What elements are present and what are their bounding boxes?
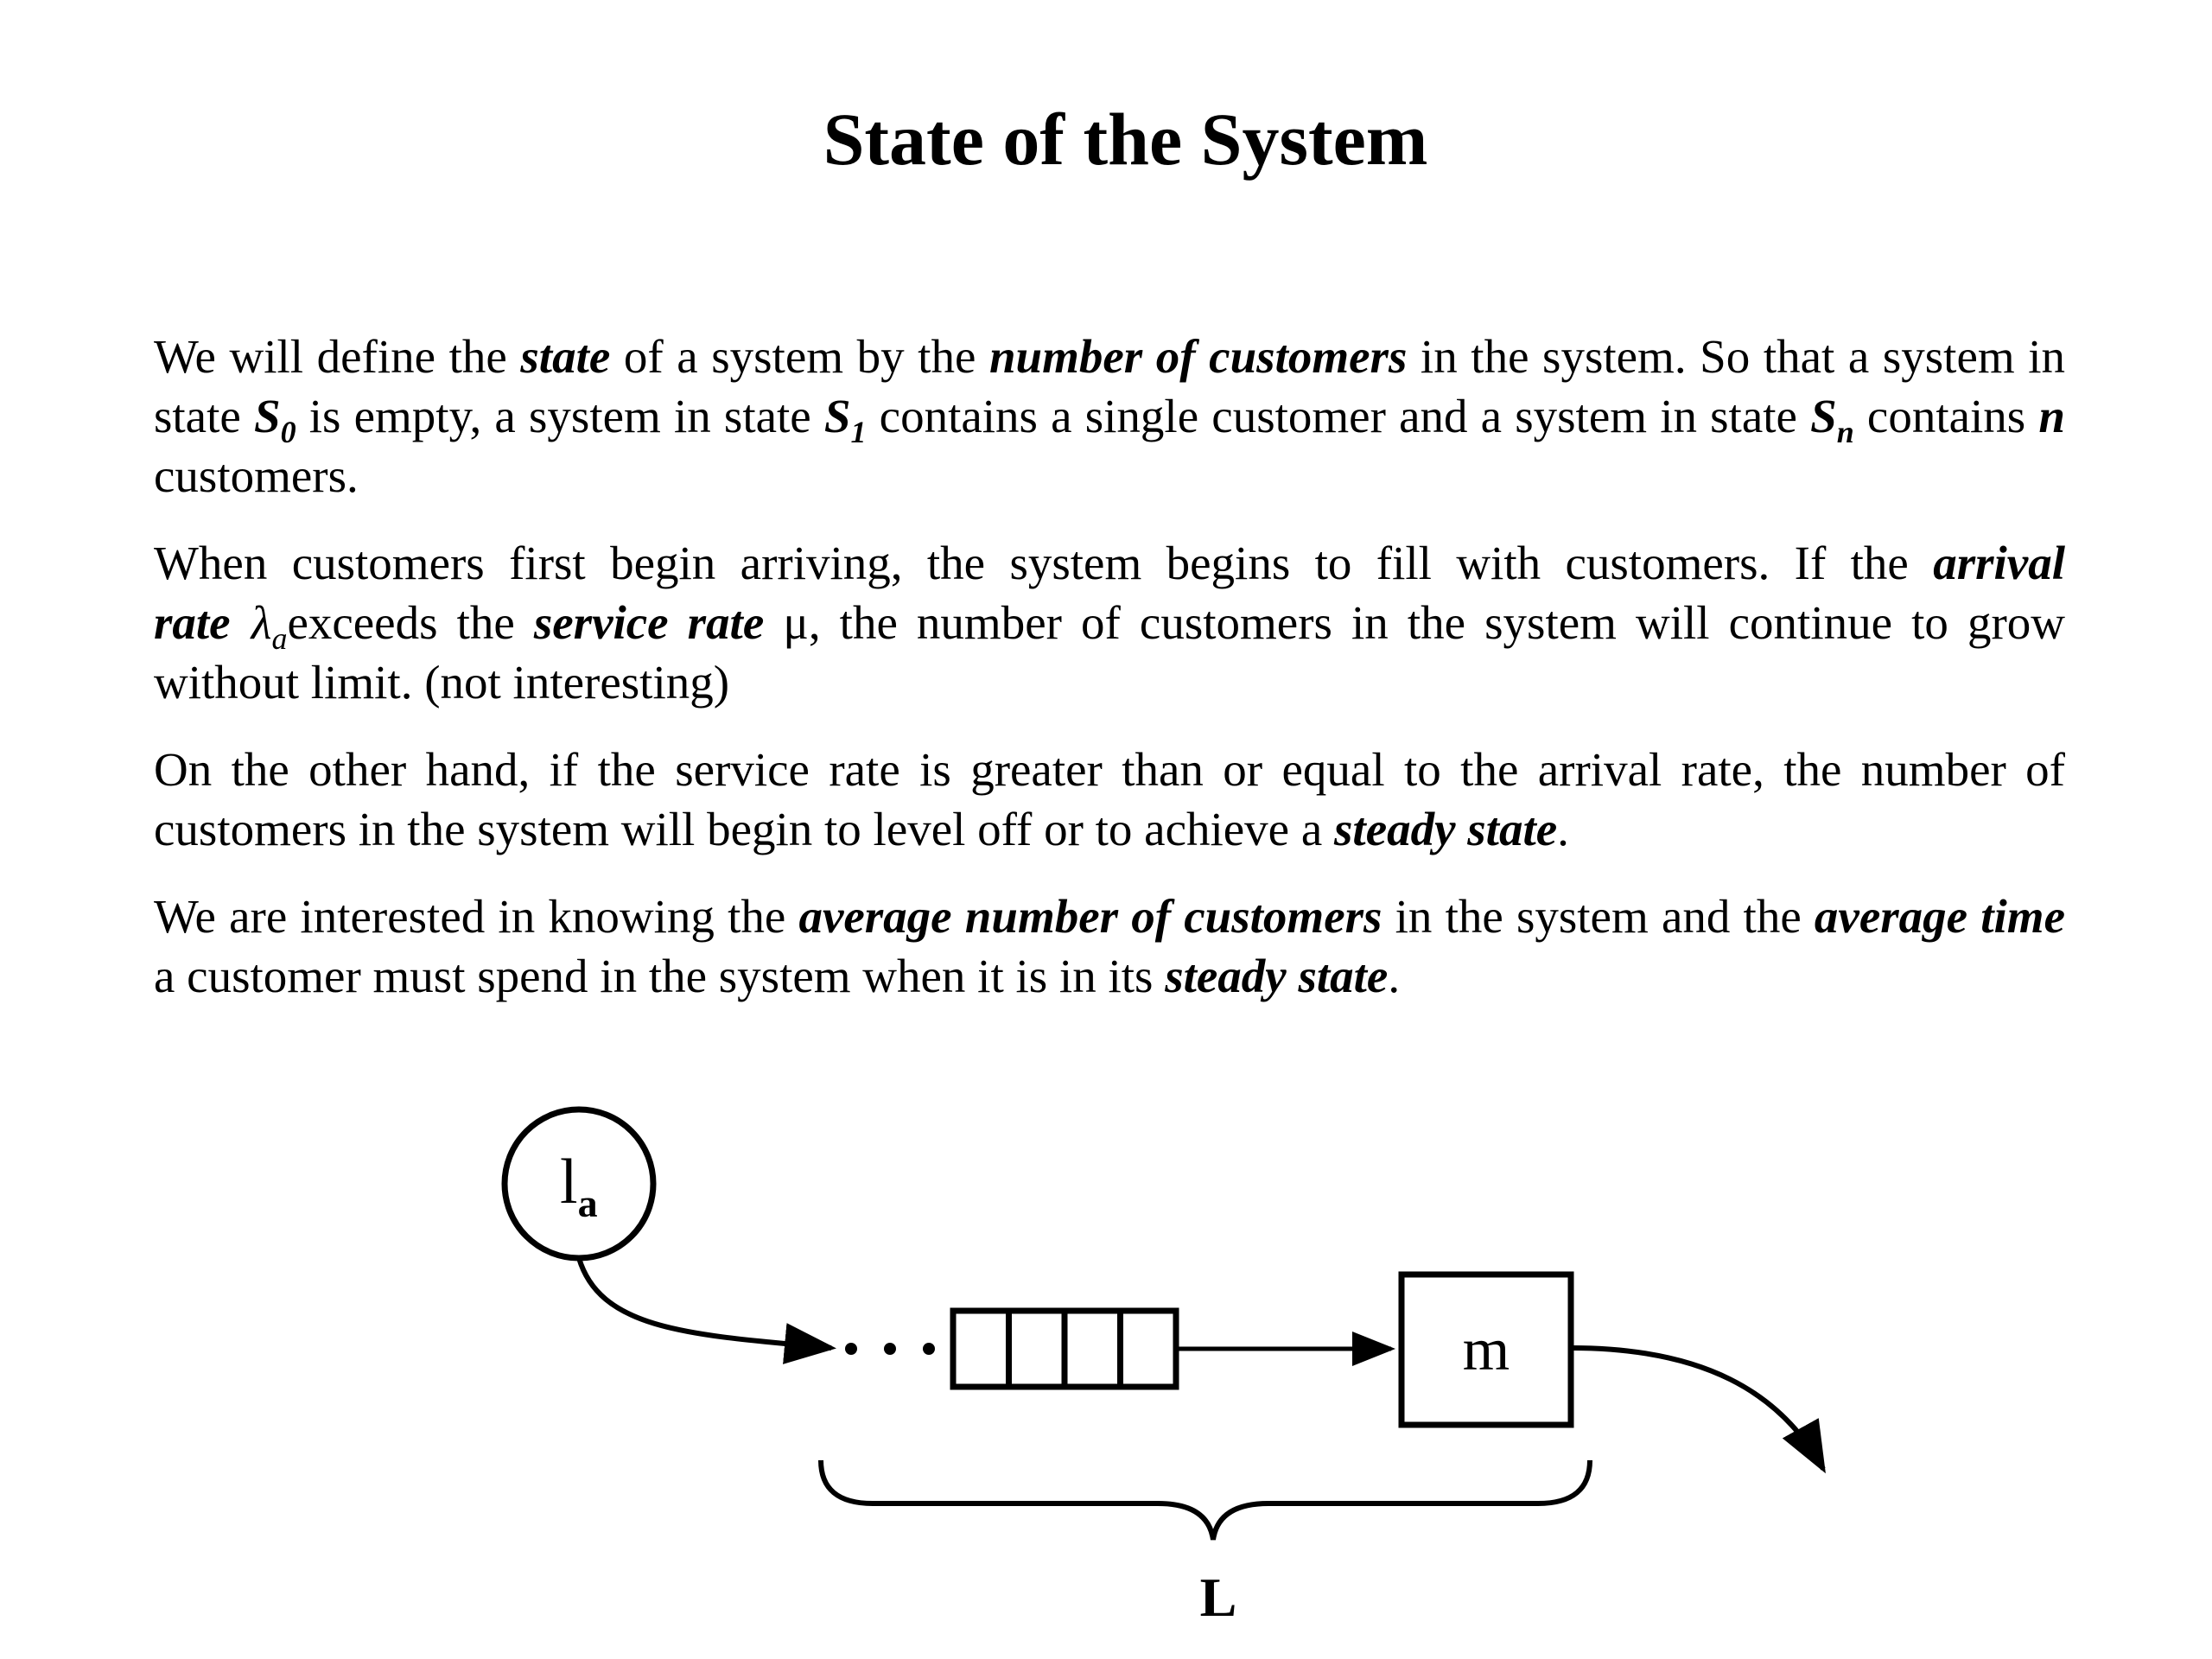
text-run: We are interested in knowing the [154, 890, 799, 943]
dot [845, 1343, 857, 1355]
arrival-source-label [560, 1147, 598, 1225]
symbol-sn [1810, 390, 1854, 449]
brace-label: L [1199, 1567, 1237, 1628]
arrival-source-node [505, 1109, 653, 1258]
symbol-s1 [823, 390, 867, 449]
text-run: μ, the number of customers in the system will continue to grow without limit. (not interesting) [154, 596, 2065, 709]
emphasis-average-time: average time [1814, 890, 2066, 943]
queue-diagram [0, 1063, 2212, 1659]
symbol-lambda-a [251, 596, 288, 656]
text-run: exceeds the [287, 596, 534, 649]
arrival-arrow [579, 1258, 831, 1348]
symbol-subscript: 1 [850, 415, 867, 449]
body-text [154, 327, 2065, 1033]
paragraph-steady-state [154, 740, 2065, 859]
source-label-subscript: a [577, 1181, 598, 1225]
server-node [1402, 1274, 1571, 1425]
text-run: . [1388, 950, 1401, 1002]
queue-diagram-svg [0, 1063, 2212, 1659]
text-run: a customer must spend in the system when it is in its [154, 950, 1166, 1002]
source-label-base: l [560, 1147, 578, 1217]
queue-buffer [953, 1311, 1176, 1387]
dot [923, 1343, 935, 1355]
emphasis-state: state [520, 330, 611, 383]
emphasis-average-number-of-customers: average number of customers [798, 890, 1382, 943]
emphasis-n: n [2038, 390, 2065, 442]
symbol-base: S [823, 390, 851, 442]
text-run: customers. [154, 449, 359, 502]
symbol-base: S [253, 390, 281, 442]
text-run: is empty, a system in state [296, 390, 824, 442]
system-brace [821, 1460, 1590, 1540]
text-run: of a system by the [610, 330, 989, 383]
text-run: We will define the [154, 330, 521, 383]
emphasis-number-of-customers: number of customers [988, 330, 1408, 383]
emphasis-service-rate: service rate [533, 596, 765, 649]
symbol-subscript: a [271, 621, 288, 656]
paragraph-state-definition [154, 327, 2065, 505]
dot [884, 1343, 896, 1355]
queue-ellipsis [845, 1343, 935, 1355]
symbol-base: S [1810, 390, 1837, 442]
text-run: On the other hand, if the service rate is greater than or equal to the arrival rate, the number of customers in the system will begin to level off or to achieve a [154, 743, 2065, 855]
text-run: contains a single customer and a system in state [866, 390, 1811, 442]
paragraph-arrival-rate [154, 533, 2065, 712]
text-run: When customers first begin arriving, the system begins to fill with customers. If the [154, 537, 1934, 589]
text-run: in the system. So that a system in state [154, 330, 2065, 442]
symbol-subscript: n [1836, 415, 1854, 449]
emphasis-steady-state: steady state [1165, 950, 1389, 1002]
text-run: in the system and the [1382, 890, 1815, 943]
symbol-subscript: 0 [280, 415, 296, 449]
text-run: . [1557, 803, 1569, 855]
symbol-base: λ [251, 596, 272, 649]
departure-arrow [1571, 1348, 1823, 1469]
text-run: contains [1853, 390, 2039, 442]
emphasis-arrival-rate: arrival rate [154, 537, 2065, 649]
page-title: State of the System [823, 98, 1428, 181]
server-label: m [1462, 1317, 1510, 1383]
symbol-s0 [253, 390, 296, 449]
emphasis-steady-state: steady state [1334, 803, 1558, 855]
paragraph-averages [154, 887, 2065, 1006]
